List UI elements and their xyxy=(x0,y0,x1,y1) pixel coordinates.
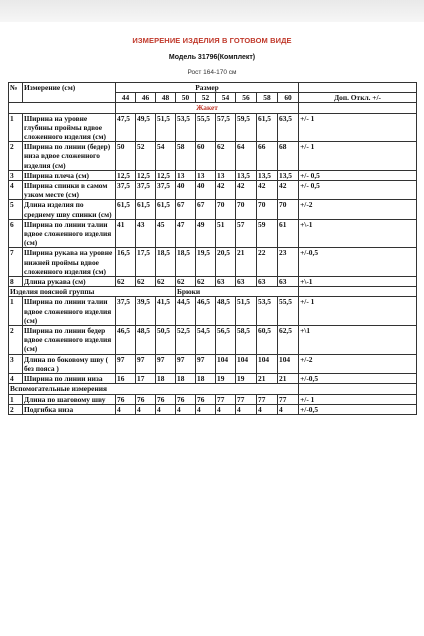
table-row xyxy=(9,297,417,326)
row-value: 52 xyxy=(136,142,156,171)
row-tolerance: +/- 0,5 xyxy=(299,170,417,180)
row-value: 13,5 xyxy=(236,170,257,180)
section-blank xyxy=(299,103,417,113)
row-value: 58,5 xyxy=(236,326,257,355)
col-no-header: № xyxy=(9,83,23,103)
row-measure-name: Ширина по линии бедер вдвое сложенного изделия (см) xyxy=(23,326,116,355)
row-value: 4 xyxy=(176,404,196,414)
row-value: 13,5 xyxy=(278,170,299,180)
row-value: 97 xyxy=(136,354,156,373)
row-value: 68 xyxy=(278,142,299,171)
row-value: 13 xyxy=(176,170,196,180)
row-value: 70 xyxy=(278,200,299,219)
row-value: 47 xyxy=(176,219,196,248)
row-value: 52,5 xyxy=(176,326,196,355)
row-value: 49,5 xyxy=(136,113,156,142)
row-value: 67 xyxy=(176,200,196,219)
row-value: 104 xyxy=(216,354,236,373)
row-value: 63 xyxy=(236,277,257,287)
section-blank xyxy=(299,287,417,297)
row-value: 70 xyxy=(216,200,236,219)
row-value: 97 xyxy=(176,354,196,373)
row-value: 18 xyxy=(196,374,216,384)
row-value: 76 xyxy=(136,394,156,404)
row-value: 77 xyxy=(216,394,236,404)
row-number: 1 xyxy=(9,113,23,142)
table-row xyxy=(9,404,417,414)
table-row xyxy=(9,170,417,180)
row-value: 61,5 xyxy=(156,200,176,219)
row-measure-name: Ширина по линии талии вдвое сложенного изделия (см) xyxy=(23,219,116,248)
col-measure-header: Измерение (см) xyxy=(23,83,116,103)
row-number: 2 xyxy=(9,326,23,355)
table-row xyxy=(9,354,417,373)
row-value: 37,5 xyxy=(156,181,176,200)
row-value: 40 xyxy=(176,181,196,200)
row-value: 47,5 xyxy=(116,113,136,142)
section-row xyxy=(9,287,417,297)
row-measure-name: Ширина плеча (см) xyxy=(23,170,116,180)
row-value: 97 xyxy=(196,354,216,373)
table-row xyxy=(9,326,417,355)
row-value: 63 xyxy=(216,277,236,287)
row-number: 1 xyxy=(9,297,23,326)
row-value: 51,5 xyxy=(236,297,257,326)
section-blank xyxy=(9,103,116,113)
row-value: 13 xyxy=(196,170,216,180)
row-value: 62 xyxy=(116,277,136,287)
row-value: 48,5 xyxy=(136,326,156,355)
row-value: 56,5 xyxy=(216,326,236,355)
row-value: 104 xyxy=(236,354,257,373)
row-value: 70 xyxy=(257,200,278,219)
row-value: 43 xyxy=(136,219,156,248)
row-tolerance: +/- 1 xyxy=(299,113,417,142)
row-value: 39,5 xyxy=(136,297,156,326)
row-tolerance: +/-0,5 xyxy=(299,374,417,384)
row-value: 70 xyxy=(236,200,257,219)
size-header: 44 xyxy=(116,93,136,103)
row-value: 54 xyxy=(156,142,176,171)
row-value: 42 xyxy=(278,181,299,200)
row-measure-name: Длина по шаговому шву xyxy=(23,394,116,404)
row-value: 61 xyxy=(278,219,299,248)
size-header: 46 xyxy=(136,93,156,103)
row-value: 76 xyxy=(156,394,176,404)
row-value: 37,5 xyxy=(136,181,156,200)
row-value: 18,5 xyxy=(176,248,196,277)
row-value: 58 xyxy=(176,142,196,171)
row-value: 62 xyxy=(176,277,196,287)
row-measure-name: Длина рукава (см) xyxy=(23,277,116,287)
size-header: 52 xyxy=(196,93,216,103)
row-value: 18 xyxy=(176,374,196,384)
row-measure-name: Длина изделия по среднему шву спинки (см) xyxy=(23,200,116,219)
row-tolerance: +/-0,5 xyxy=(299,248,417,277)
header-blank xyxy=(299,83,417,93)
row-tolerance: +/-0,5 xyxy=(299,404,417,414)
row-value: 51 xyxy=(216,219,236,248)
row-number: 3 xyxy=(9,354,23,373)
section-jacket: Жакет xyxy=(116,103,299,113)
row-value: 62 xyxy=(156,277,176,287)
table-row xyxy=(9,113,417,142)
row-value: 57,5 xyxy=(216,113,236,142)
row-value: 41 xyxy=(116,219,136,248)
row-value: 60,5 xyxy=(257,326,278,355)
table-row xyxy=(9,374,417,384)
row-value: 97 xyxy=(116,354,136,373)
row-value: 44,5 xyxy=(176,297,196,326)
row-tolerance: +/- 1 xyxy=(299,394,417,404)
row-value: 4 xyxy=(236,404,257,414)
table-row xyxy=(9,219,417,248)
row-value: 63 xyxy=(278,277,299,287)
row-tolerance: +/- 1 xyxy=(299,297,417,326)
row-value: 46,5 xyxy=(196,297,216,326)
top-bar xyxy=(0,0,424,22)
row-number: 4 xyxy=(9,181,23,200)
size-header: 48 xyxy=(156,93,176,103)
section-pants: Брюки xyxy=(176,287,299,297)
row-value: 55,5 xyxy=(196,113,216,142)
row-value: 17,5 xyxy=(136,248,156,277)
row-value: 17 xyxy=(136,374,156,384)
row-value: 104 xyxy=(278,354,299,373)
row-value: 46,5 xyxy=(116,326,136,355)
row-value: 45 xyxy=(156,219,176,248)
row-measure-name: Ширина по линии низа xyxy=(23,374,116,384)
row-value: 42 xyxy=(257,181,278,200)
row-value: 23 xyxy=(278,248,299,277)
row-measure-name: Ширина на уровне глубины проймы вдвое сложенного изделия (см) xyxy=(23,113,116,142)
row-value: 4 xyxy=(116,404,136,414)
row-value: 61,5 xyxy=(136,200,156,219)
section-row xyxy=(9,103,417,113)
row-number: 2 xyxy=(9,404,23,414)
row-number: 7 xyxy=(9,248,23,277)
row-value: 62 xyxy=(196,277,216,287)
row-value: 4 xyxy=(278,404,299,414)
row-value: 20,5 xyxy=(216,248,236,277)
row-tolerance: +/-2 xyxy=(299,354,417,373)
row-value: 4 xyxy=(257,404,278,414)
row-value: 77 xyxy=(257,394,278,404)
row-value: 48,5 xyxy=(216,297,236,326)
row-value: 76 xyxy=(196,394,216,404)
row-value: 12,5 xyxy=(116,170,136,180)
row-value: 104 xyxy=(257,354,278,373)
row-value: 62 xyxy=(216,142,236,171)
row-number: 5 xyxy=(9,200,23,219)
size-header: 50 xyxy=(176,93,196,103)
row-value: 76 xyxy=(176,394,196,404)
size-header: 58 xyxy=(257,93,278,103)
row-value: 18 xyxy=(156,374,176,384)
row-tolerance: +\-1 xyxy=(299,219,417,248)
row-value: 37,5 xyxy=(116,297,136,326)
row-value: 19 xyxy=(216,374,236,384)
row-value: 18,5 xyxy=(156,248,176,277)
row-measure-name: Ширина рукава на уровне нижней проймы вдвое сложенного изделия (см) xyxy=(23,248,116,277)
row-value: 63 xyxy=(257,277,278,287)
row-value: 4 xyxy=(156,404,176,414)
size-header: 60 xyxy=(278,93,299,103)
row-value: 57 xyxy=(236,219,257,248)
row-value: 53,5 xyxy=(176,113,196,142)
section-blank xyxy=(299,384,417,394)
table-row xyxy=(9,394,417,404)
row-tolerance: +/- 1 xyxy=(299,142,417,171)
row-value: 59 xyxy=(257,219,278,248)
size-header: 56 xyxy=(236,93,257,103)
row-value: 61,5 xyxy=(257,113,278,142)
row-measure-name: Ширина спинки в самом узком месте (см) xyxy=(23,181,116,200)
row-value: 62 xyxy=(136,277,156,287)
row-value: 63,5 xyxy=(278,113,299,142)
row-value: 42 xyxy=(236,181,257,200)
row-value: 4 xyxy=(136,404,156,414)
row-value: 21 xyxy=(257,374,278,384)
section-aux: Вспомогательные измерения xyxy=(9,384,299,394)
row-value: 67 xyxy=(196,200,216,219)
document-title: ИЗМЕРЕНИЕ ИЗДЕЛИЯ В ГОТОВОМ ВИДЕ xyxy=(132,36,292,45)
row-value: 62,5 xyxy=(278,326,299,355)
size-header: 54 xyxy=(216,93,236,103)
measurement-table xyxy=(8,82,417,415)
model-label: Модель 31796(Комплект) xyxy=(168,54,256,61)
row-value: 21 xyxy=(278,374,299,384)
row-value: 66 xyxy=(257,142,278,171)
row-value: 19,5 xyxy=(196,248,216,277)
row-value: 64 xyxy=(236,142,257,171)
row-value: 55,5 xyxy=(278,297,299,326)
tolerance-header: Доп. Откл. +/- xyxy=(299,93,417,103)
row-measure-name: Длина по боковому шву ( без пояса ) xyxy=(23,354,116,373)
table-row xyxy=(9,277,417,287)
row-value: 4 xyxy=(216,404,236,414)
table-row xyxy=(9,181,417,200)
row-value: 77 xyxy=(236,394,257,404)
row-tolerance: +/- 0,5 xyxy=(299,181,417,200)
header-row-1 xyxy=(9,83,417,93)
row-value: 59,5 xyxy=(236,113,257,142)
row-value: 54,5 xyxy=(196,326,216,355)
row-number: 6 xyxy=(9,219,23,248)
row-value: 22 xyxy=(257,248,278,277)
row-value: 50,5 xyxy=(156,326,176,355)
row-value: 60 xyxy=(196,142,216,171)
col-size-header: Размер xyxy=(116,83,299,93)
row-tolerance: +\1 xyxy=(299,326,417,355)
row-value: 50 xyxy=(116,142,136,171)
row-value: 16,5 xyxy=(116,248,136,277)
height-label: Рост 164-170 см xyxy=(187,69,237,76)
row-value: 13 xyxy=(216,170,236,180)
row-measure-name: Ширина по линии талии вдвое сложенного изделия (см) xyxy=(23,297,116,326)
row-value: 61,5 xyxy=(116,200,136,219)
row-value: 76 xyxy=(116,394,136,404)
row-value: 16 xyxy=(116,374,136,384)
row-tolerance: +\-1 xyxy=(299,277,417,287)
row-measure-name: Подгибка низа xyxy=(23,404,116,414)
row-number: 3 xyxy=(9,170,23,180)
section-row xyxy=(9,384,417,394)
table-row xyxy=(9,248,417,277)
row-tolerance: +/-2 xyxy=(299,200,417,219)
row-value: 37,5 xyxy=(116,181,136,200)
row-value: 40 xyxy=(196,181,216,200)
table-row xyxy=(9,142,417,171)
row-value: 77 xyxy=(278,394,299,404)
row-number: 8 xyxy=(9,277,23,287)
row-value: 19 xyxy=(236,374,257,384)
row-value: 53,5 xyxy=(257,297,278,326)
row-value: 42 xyxy=(216,181,236,200)
row-value: 12,5 xyxy=(136,170,156,180)
row-value: 51,5 xyxy=(156,113,176,142)
row-value: 49 xyxy=(196,219,216,248)
document-header xyxy=(0,36,424,76)
row-value: 41,5 xyxy=(156,297,176,326)
row-value: 13,5 xyxy=(257,170,278,180)
row-value: 97 xyxy=(156,354,176,373)
row-value: 4 xyxy=(196,404,216,414)
row-value: 12,5 xyxy=(156,170,176,180)
row-number: 4 xyxy=(9,374,23,384)
row-number: 1 xyxy=(9,394,23,404)
table-row xyxy=(9,200,417,219)
section-belt-group: Изделия поясной группы xyxy=(9,287,176,297)
row-value: 21 xyxy=(236,248,257,277)
row-number: 2 xyxy=(9,142,23,171)
row-measure-name: Ширина по линии (бедер) низа вдвое сложенного изделия (см) xyxy=(23,142,116,171)
